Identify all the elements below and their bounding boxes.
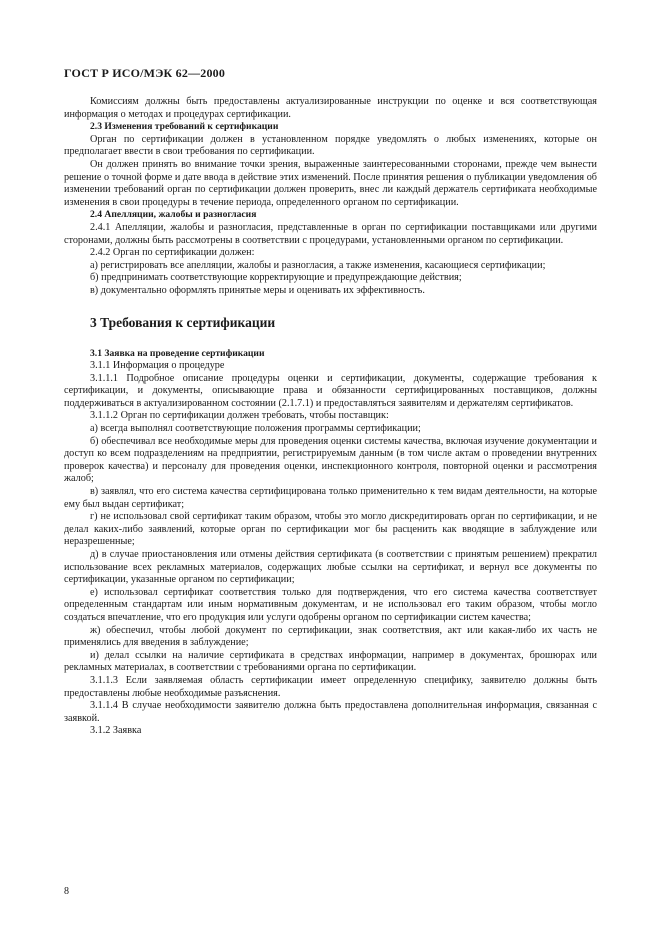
paragraph: 2.4.1 Апелляции, жалобы и разногласия, представленные в орган по сертификации поставщиками или другими сторонами, должны быть рассмотрены в соответствии с процедурами, установленными органом по сертификации. — [64, 221, 597, 246]
paragraph: Орган по сертификации должен в установленном порядке уведомлять о любых изменениях, которые он предполагает ввести в свои требования по сертификации. — [64, 133, 597, 158]
list-item: г) не использовал свой сертификат таким образом, чтобы это могло дискредитировать орган по сертификации, и не делал каких-либо заявлений, которые орган по сертификации мог бы расценить как вводящие в заблуждение или неразрешенные; — [64, 511, 597, 548]
list-item: в) документально оформлять принятые меры и оценивать их эффективность. — [90, 284, 425, 296]
list-item: е) использовал сертификат соответствия только для подтверждения, что его система качества соответствует определенным стандартам или иным нормативным документам, и не использовал его таким образом, чтобы могло создаться впечатление, что его продукция или услуги одобрены органом по сертификации систем качества; — [64, 586, 597, 623]
list-item: в) заявлял, что его система качества сертифицирована только применительно к тем видам деятельности, на которые ему был выдан сертификат; — [64, 486, 597, 510]
paragraph: 3.1.2 Заявка — [90, 725, 142, 737]
subsection-heading: 2.3 Изменения требований к сертификации — [90, 121, 279, 133]
subsection-heading: 2.4 Апелляции, жалобы и разногласия — [90, 209, 257, 221]
list-item: б) предпринимать соответствующие корректирующие и предупреждающие действия; — [90, 272, 462, 284]
list-item: б) обеспечивал все необходимые меры для проведения оценки системы качества, включая изучение документации и доступ ко всем подразделениям на предприятии, регистрируемым данным (в том числе актам о проведении внутренних проверок качества) и персоналу для проведения оценки, инспекционного контроля, повторной оценки и рассмотрения жалоб; — [64, 435, 597, 485]
list-item: а) всегда выполнял соответствующие положения программы сертификации; — [90, 423, 421, 435]
document-header: ГОСТ Р ИСО/МЭК 62—2000 — [64, 66, 226, 80]
list-item: а) регистрировать все апелляции, жалобы и разногласия, а также изменения, касающиеся сертификации; — [90, 259, 546, 271]
paragraph: Он должен принять во внимание точки зрения, выраженные заинтересованными сторонами, прежде чем вынести решение о точной форме и дате ввода в действие этих изменений. После принятия решения о публикации уведомления об изменении требований орган по сертификации должен проверить, внес ли каждый держатель сертификата необходимые изменения в свои процедуры в течение периода, определенного органом по сертификации. — [64, 158, 597, 208]
subsection-heading: 3.1 Заявка на проведение сертификации — [90, 347, 265, 359]
paragraph: 3.1.1 Информация о процедуре — [90, 360, 225, 372]
list-item: д) в случае приостановления или отмены действия сертификата (в соответствии с принятым решением) прекратил использование всех рекламных материалов, содержащих любые ссылки на сертификат, и вернул все документы по сертификации, указанные органом по сертификации; — [64, 549, 597, 586]
list-item: ж) обеспечил, чтобы любой документ по сертификации, знак соответствия, акт или какая-либо их часть не применялись для введения в заблуждение; — [64, 624, 597, 649]
paragraph: 3.1.1.1 Подробное описание процедуры оценки и сертификации, документы, содержащие требования к сертификации, и документы, описывающие права и обязанности сертифицированных поставщиков, должны поддерживаться в актуализированном состоянии (2.1.7.1) и предоставляться заявителям и держателям сертификатов. — [64, 372, 597, 409]
body-text — [64, 96, 597, 738]
paragraph: 2.4.2 Орган по сертификации должен: — [90, 247, 255, 259]
paragraph: 3.1.1.4 В случае необходимости заявителю должна быть предоставлена дополнительная информация, связанная с заявкой. — [64, 700, 597, 724]
paragraph: Комиссиям должны быть предоставлены актуализированные инструкции по оценке и вся соответствующая информация о методах и процедурах сертификации. — [64, 96, 597, 120]
list-item: и) делал ссылки на наличие сертификата в средствах информации, например в документах, брошюрах или рекламных материалах, в соответствии с требованиями органа по сертификации. — [64, 649, 597, 674]
paragraph: 3.1.1.2 Орган по сертификации должен требовать, чтобы поставщик: — [90, 410, 389, 422]
section-title: 3 Требования к сертификации — [90, 314, 276, 330]
paragraph: 3.1.1.3 Если заявляемая область сертификации имеет определенную специфику, заявителю должны быть предоставлены любые необходимые разъяснения. — [64, 674, 597, 699]
page-number: 8 — [64, 886, 69, 897]
